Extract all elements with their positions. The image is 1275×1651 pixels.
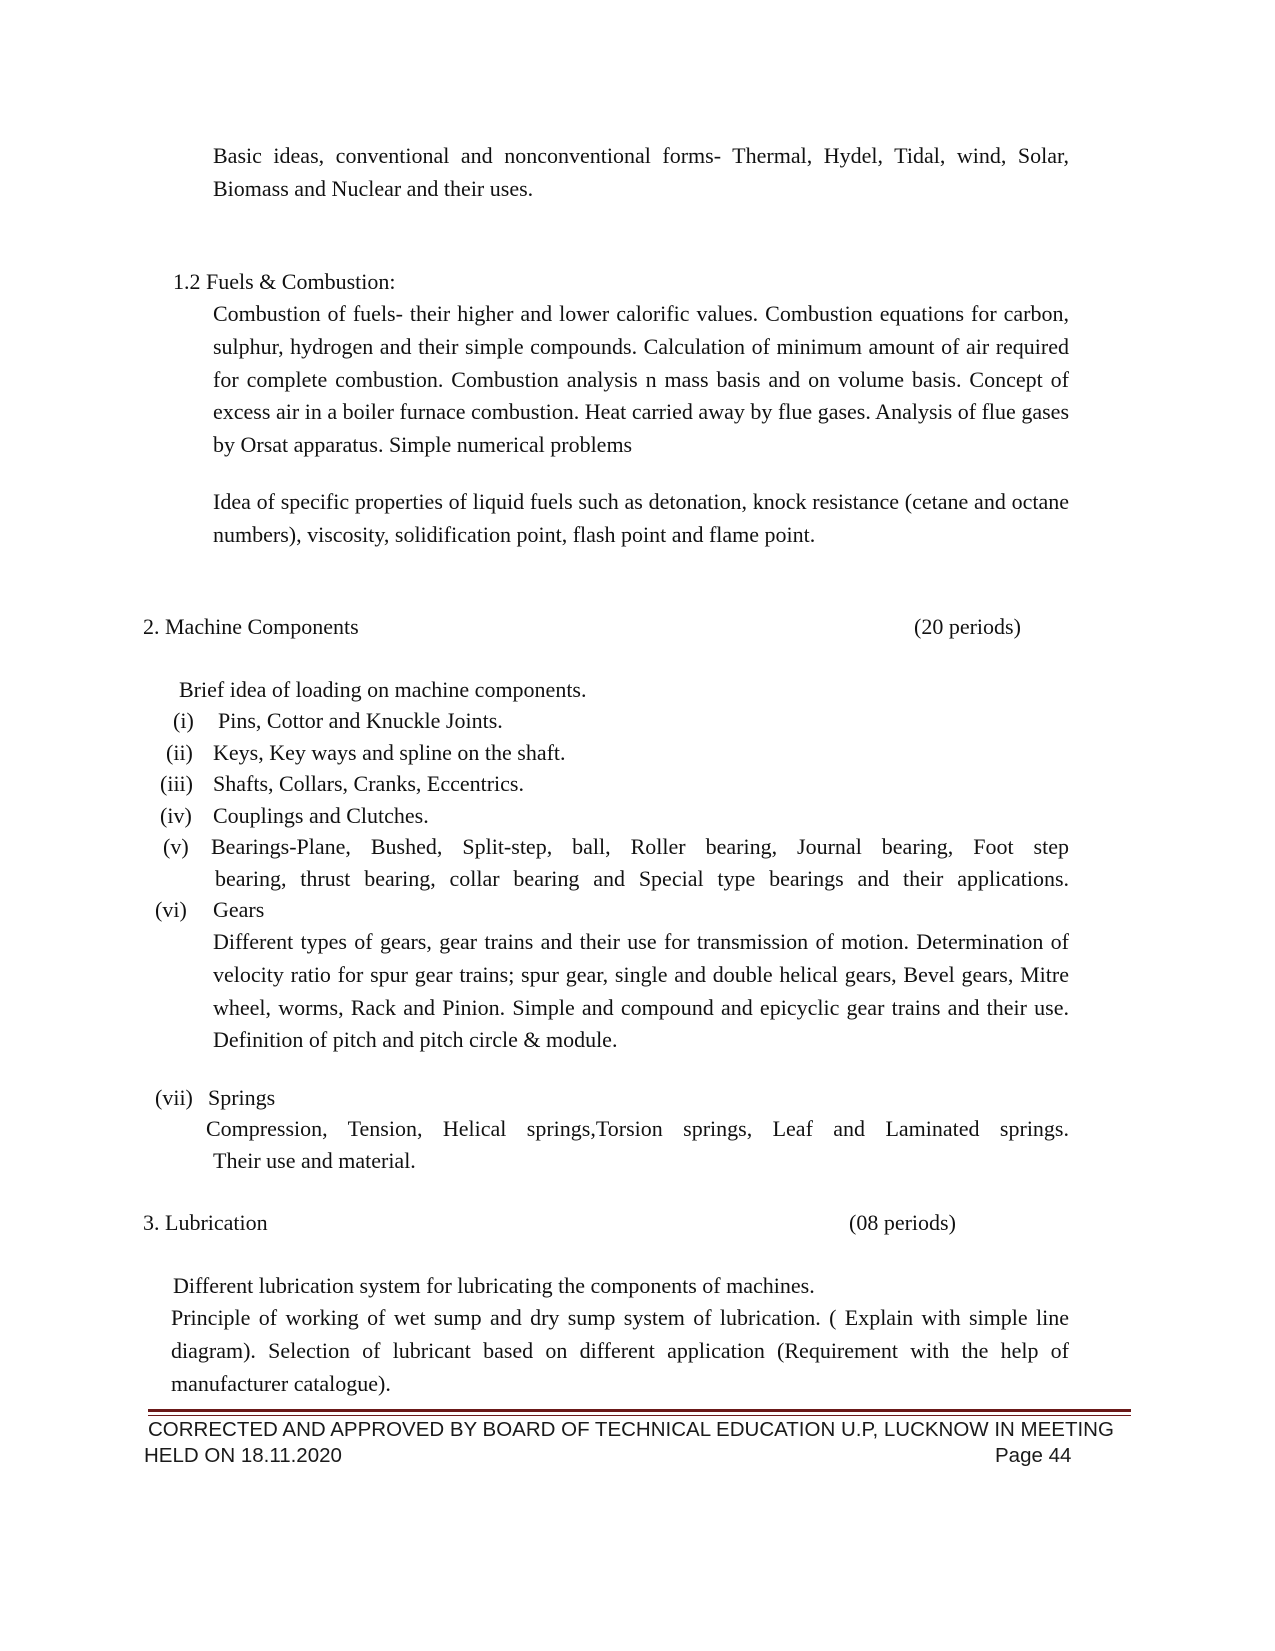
list-number: (vi): [155, 897, 187, 922]
list-item: Springs: [208, 1085, 276, 1110]
springs-line: Compression, Tension, Helical springs,Torsion springs, Leaf and Laminated springs.: [206, 1116, 1069, 1141]
footer-rule-thick: [148, 1409, 1131, 1412]
lubrication-paragraph: Principle of working of wet sump and dry sump system of lubrication. ( Explain with simple line diagram). Selection of lubricant based on different application (Requirement with the help of manufacturer catalogue).: [171, 1305, 1069, 1396]
section-1-2-heading: 1.2 Fuels & Combustion:: [173, 269, 396, 294]
springs-line: Their use and material.: [213, 1148, 416, 1173]
footer-date: HELD ON 18.11.2020: [144, 1444, 342, 1467]
section-3-periods: (08 periods): [849, 1210, 956, 1235]
section-2-heading: 2. Machine Components: [143, 614, 359, 639]
list-item: Couplings and Clutches.: [213, 803, 429, 828]
section-3-heading: 3. Lubrication: [143, 1210, 268, 1235]
list-number: (i): [173, 708, 194, 733]
list-item: Gears: [213, 897, 265, 922]
list-number: (v): [163, 834, 189, 859]
footer-approval-line: CORRECTED AND APPROVED BY BOARD OF TECHNICAL EDUCATION U.P, LUCKNOW IN MEETING: [148, 1418, 1114, 1441]
list-number: (ii): [166, 740, 193, 765]
section-2-intro: Brief idea of loading on machine components.: [179, 677, 587, 702]
list-item-continuation: bearing, thrust bearing, collar bearing and Special type bearings and their applications.: [215, 866, 1069, 891]
page-number: Page 44: [995, 1444, 1072, 1467]
list-item: Keys, Key ways and spline on the shaft.: [213, 740, 566, 765]
footer-rule-thin: [148, 1415, 1131, 1416]
list-number: (vii): [155, 1085, 193, 1110]
energy-forms-paragraph: Basic ideas, conventional and nonconventional forms- Thermal, Hydel, Tidal, wind, Solar, Biomass and Nuclear and their uses.: [213, 143, 1069, 201]
list-item: Bearings-Plane, Bushed, Split-step, ball, Roller bearing, Journal bearing, Foot step: [211, 834, 1069, 859]
lubrication-line: Different lubrication system for lubricating the components of machines.: [173, 1273, 815, 1298]
gears-paragraph: Different types of gears, gear trains and their use for transmission of motion. Determination of velocity ratio for spur gear trains; spur gear, single and double helical gears, Bevel gears, Mitre wheel, worms, Rack and Pinion. Simple and compound and epicyclic gear trains and their use. Definition of pitch and pitch circle & module.: [213, 929, 1069, 1053]
list-item: Shafts, Collars, Cranks, Eccentrics.: [213, 771, 524, 796]
list-number: (iv): [160, 803, 192, 828]
combustion-paragraph: Combustion of fuels- their higher and lower calorific values. Combustion equations for carbon, sulphur, hydrogen and their simple compounds. Calculation of minimum amount of air required for complete combustion. Combustion analysis n mass basis and on volume basis. Concept of excess air in a boiler furnace combustion. Heat carried away by flue gases. Analysis of flue gases by Orsat apparatus. Simple numerical problems: [213, 301, 1069, 458]
list-item: Pins, Cottor and Knuckle Joints.: [218, 708, 503, 733]
section-2-periods: (20 periods): [914, 614, 1021, 639]
liquid-fuels-paragraph: Idea of specific properties of liquid fuels such as detonation, knock resistance (cetane and octane numbers), viscosity, solidification point, flash point and flame point.: [213, 489, 1069, 547]
list-number: (iii): [160, 771, 193, 796]
